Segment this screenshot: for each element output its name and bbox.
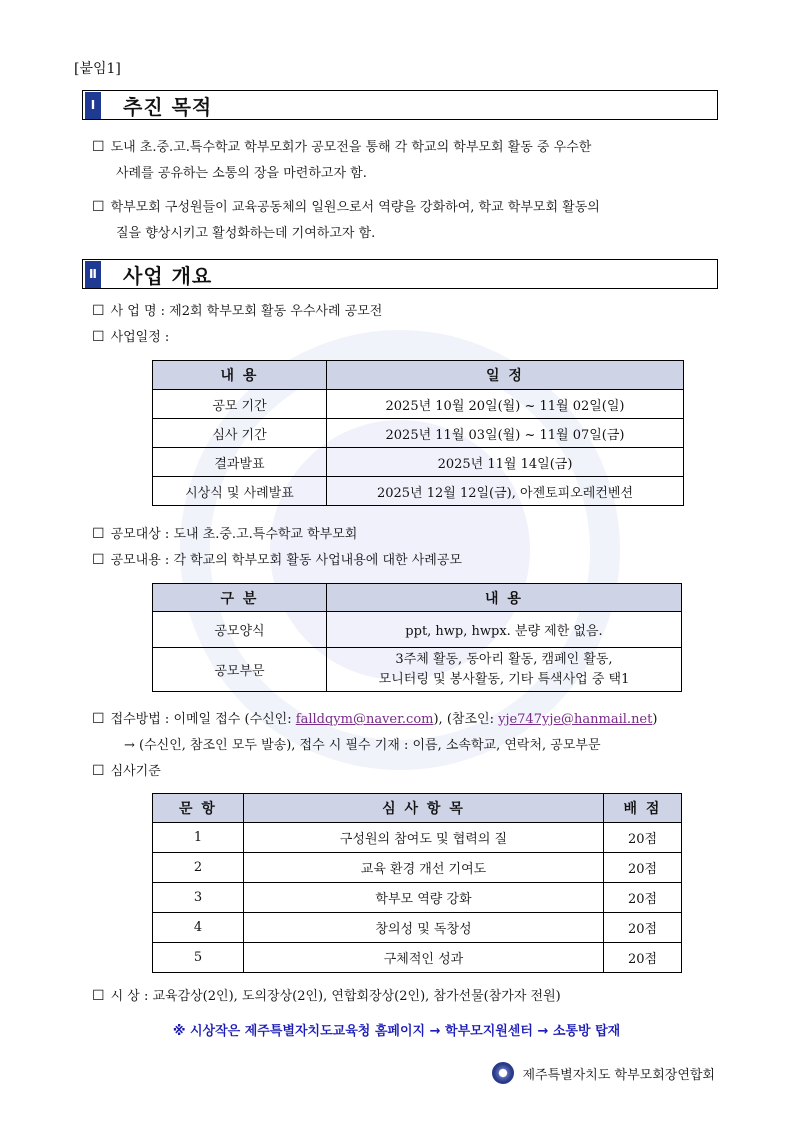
criteria-cell: 창의성 및 독창성 <box>244 913 604 943</box>
content-header-detail: 내 용 <box>327 584 682 612</box>
table-row <box>153 853 682 883</box>
footer <box>492 1062 715 1084</box>
table-row <box>153 390 684 419</box>
table-row <box>153 612 682 648</box>
criteria-cell: 교육 환경 개선 기여도 <box>244 853 604 883</box>
awards-text: 시 상 : 교육감상(2인), 도의장상(2인), 연합회장상(2인), 참가선물(참가자 전원) <box>110 989 561 1004</box>
submission <box>92 706 732 759</box>
table-row <box>153 943 682 973</box>
table-row <box>153 419 684 448</box>
purpose-item-1 <box>92 134 712 187</box>
criteria-cell: 3 <box>153 883 244 913</box>
checkbox-icon: ☐ <box>92 711 105 727</box>
target <box>92 521 712 548</box>
schedule-cell: 공모 기간 <box>153 390 327 419</box>
publication-notice: ※ 시상작은 제주특별자치도교육청 홈페이지 → 학부모지원센터 → 소통방 탑재 <box>172 1024 621 1039</box>
content-cell: 공모부문 <box>153 648 327 692</box>
association-logo-icon <box>492 1062 514 1084</box>
content <box>92 547 712 574</box>
checkbox-icon: ☐ <box>92 552 105 568</box>
table-row <box>153 648 682 692</box>
schedule-cell: 결과발표 <box>153 448 327 477</box>
submission-text: 접수방법 : 이메일 접수 (수신인: <box>110 712 296 727</box>
schedule-cell: 심사 기간 <box>153 419 327 448</box>
checkbox-icon: ☐ <box>92 303 105 319</box>
criteria-header-number: 문 항 <box>153 794 244 823</box>
criteria-cell: 2 <box>153 853 244 883</box>
section-number: Ⅱ <box>85 261 101 288</box>
criteria-cell: 5 <box>153 943 244 973</box>
criteria-label <box>92 758 712 785</box>
attachment-label: [붙임1] <box>74 61 121 77</box>
table-row <box>153 883 682 913</box>
checkbox-icon: ☐ <box>92 329 105 345</box>
section-number: Ⅰ <box>85 92 101 119</box>
checkbox-icon: ☐ <box>92 199 105 215</box>
recipient-email-link[interactable]: falldqym@naver.com <box>295 712 434 727</box>
section-title: 사업 개요 <box>123 263 213 288</box>
criteria-cell: 20점 <box>604 913 682 943</box>
section-header-overview <box>82 259 718 289</box>
criteria-cell: 구성원의 참여도 및 협력의 질 <box>244 823 604 853</box>
checkbox-icon: ☐ <box>92 988 105 1004</box>
criteria-header-item: 심 사 항 목 <box>244 794 604 823</box>
checkbox-icon: ☐ <box>92 526 105 542</box>
schedule-label <box>92 324 712 351</box>
schedule-cell: 2025년 11월 03일(월) ~ 11월 07일(금) <box>327 419 684 448</box>
purpose-text-cont: 사례를 공유하는 소통의 장을 마련하고자 함. <box>116 166 367 181</box>
footer-organization: 제주특별자치도 학부모회장연합회 <box>522 1067 715 1083</box>
criteria-cell: 20점 <box>604 943 682 973</box>
content-line: 3주체 활동, 동아리 활동, 캠페인 활동, <box>395 651 613 667</box>
submission-note: → (수신인, 참조인 모두 발송), 접수 시 필수 기재 : 이름, 소속학교, 연락처, 공모부문 <box>124 738 601 753</box>
content-cell: ppt, hwp, hwpx. 분량 제한 없음. <box>327 612 682 648</box>
criteria-table <box>152 793 682 973</box>
submission-text: ), (참조인: <box>433 712 499 727</box>
purpose-text: 학부모회 구성원들이 교육공동체의 일원으로서 역량을 강화하여, 학교 학부모회 활동의 <box>110 200 600 215</box>
schedule-cell: 2025년 12월 12일(금), 아젠토피오레컨벤션 <box>327 477 684 506</box>
schedule-cell: 2025년 10월 20일(월) ~ 11월 02일(일) <box>327 390 684 419</box>
content-line: 모니터링 및 봉사활동, 기타 특색사업 중 택1 <box>378 671 630 687</box>
business-name-text: 사 업 명 : 제2회 학부모회 활동 우수사례 공모전 <box>110 304 383 319</box>
criteria-cell: 4 <box>153 913 244 943</box>
criteria-cell: 20점 <box>604 883 682 913</box>
awards <box>92 983 712 1010</box>
target-text: 공모대상 : 도내 초.중.고.특수학교 학부모회 <box>110 527 358 542</box>
schedule-table <box>152 360 684 506</box>
submission-text: ) <box>652 712 658 727</box>
criteria-label-text: 심사기준 <box>110 764 161 779</box>
checkbox-icon: ☐ <box>92 139 105 155</box>
content-table <box>152 583 682 692</box>
table-row <box>153 477 684 506</box>
section-header-purpose <box>82 90 718 120</box>
table-row <box>153 448 684 477</box>
schedule-header-date: 일 정 <box>327 361 684 390</box>
checkbox-icon: ☐ <box>92 763 105 779</box>
table-row <box>153 823 682 853</box>
purpose-text: 도내 초.중.고.특수학교 학부모회가 공모전을 통해 각 학교의 학부모회 활동 중 우수한 <box>110 140 592 155</box>
schedule-cell: 2025년 11월 14일(금) <box>327 448 684 477</box>
schedule-label-text: 사업일정 : <box>110 330 170 345</box>
table-row <box>153 913 682 943</box>
content-text: 공모내용 : 각 학교의 학부모회 활동 사업내용에 대한 사례공모 <box>110 553 462 568</box>
criteria-cell: 20점 <box>604 853 682 883</box>
content-header-category: 구 분 <box>153 584 327 612</box>
business-name <box>92 298 712 325</box>
criteria-cell: 학부모 역량 강화 <box>244 883 604 913</box>
section-title: 추진 목적 <box>123 94 213 119</box>
content-cell <box>327 648 682 692</box>
criteria-cell: 20점 <box>604 823 682 853</box>
purpose-text-cont: 질을 향상시키고 활성화하는데 기여하고자 함. <box>116 226 376 241</box>
criteria-header-score: 배 점 <box>604 794 682 823</box>
purpose-item-2 <box>92 194 712 247</box>
schedule-cell: 시상식 및 사례발표 <box>153 477 327 506</box>
schedule-header-content: 내 용 <box>153 361 327 390</box>
criteria-cell: 1 <box>153 823 244 853</box>
content-cell: 공모양식 <box>153 612 327 648</box>
criteria-cell: 구체적인 성과 <box>244 943 604 973</box>
cc-email-link[interactable]: yje747yje@hanmail.net <box>498 712 653 727</box>
